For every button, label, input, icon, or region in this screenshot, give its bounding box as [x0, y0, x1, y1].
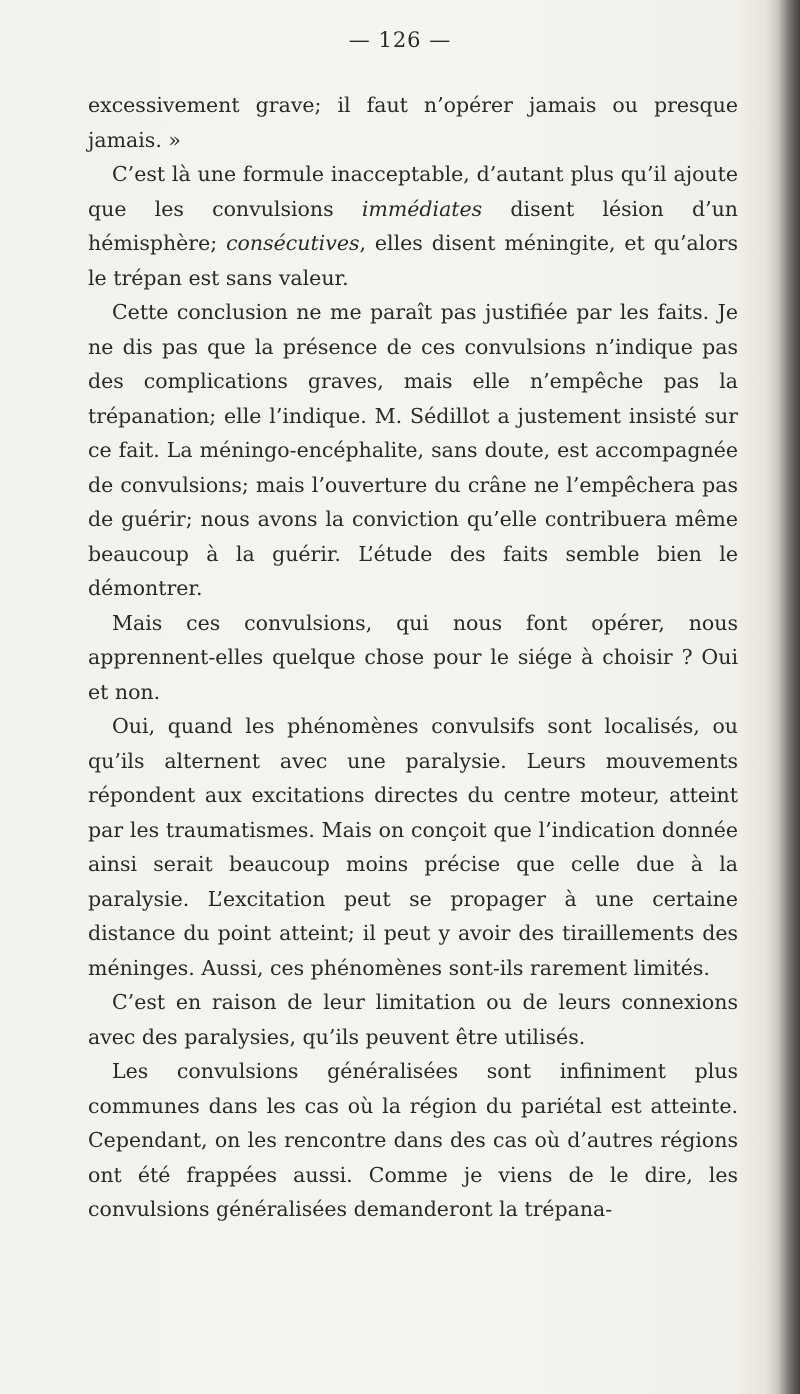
paragraph-5: Oui, quand les phénomènes convulsifs sont localisés, ou qu’ils alternent avec une paralysie. Leurs mouvements répondent aux excitations directes du centre moteur, atteint par les traumatismes. Mais on conçoit que l’indication donnée ainsi serait beaucoup moins précise que celle due à la paralysie. L’excitation peut se propager à une certaine distance du point atteint; il peut y avoir des tiraillements des méninges. Aussi, ces phénomènes sont-ils rarement limités.	[88, 714, 738, 980]
page-number: — 126 —	[348, 28, 452, 52]
binding-shadow	[766, 0, 800, 1394]
paragraph-6: C’est en raison de leur limitation ou de leurs connexions avec des paralysies, qu’ils peuvent être utilisés.	[88, 990, 738, 1049]
paragraph-2-emphasis-immediates: immédiates	[361, 196, 483, 221]
paragraph-2-emphasis-consecutives: consécutives	[226, 231, 360, 255]
paragraph-4: Mais ces convulsions, qui nous font opérer, nous apprennent-elles quelque chose pour le siége à choisir ? Oui et non.	[88, 610, 738, 704]
paragraph-1: excessivement grave; il faut n’opérer jamais ou presque jamais. »	[88, 93, 738, 152]
paragraph-3: Cette conclusion ne me paraît pas justifiée par les faits. Je ne dis pas que la présence de ces convulsions n’indique pas des complications graves, mais elle n’empêche pas la trépanation; elle l’indique. M. Sédillot a justement insisté sur ce fait. La méningo-encéphalite, sans doute, est accompagnée de convulsions; mais l’ouverture du crâne ne l’empêchera pas de guérir; nous avons la conviction qu’elle contribuera même beaucoup à la guérir. L’étude des faits semble bien le démontrer.	[88, 300, 738, 600]
paragraph-7: Les convulsions généralisées sont infiniment plus communes dans les cas où la région du pariétal est atteinte. Cependant, on les rencontre dans des cas où d’autres régions ont été frappées aussi. Comme je viens de le dire, les convulsions généralisées demanderont la trépana-	[88, 1059, 738, 1221]
paragraph-2	[88, 157, 738, 295]
paragraph-2-text-c: , elles disent méningite, et qu’alors le trépan est sans valeur.	[88, 231, 738, 290]
paragraph-2-text-a: C’est là une formule inacceptable, d’autant plus qu’il ajoute que les convulsions	[88, 162, 738, 221]
page-body	[88, 88, 738, 1227]
paragraph-2-text-b: disent lésion d’un hémisphère;	[88, 196, 738, 255]
